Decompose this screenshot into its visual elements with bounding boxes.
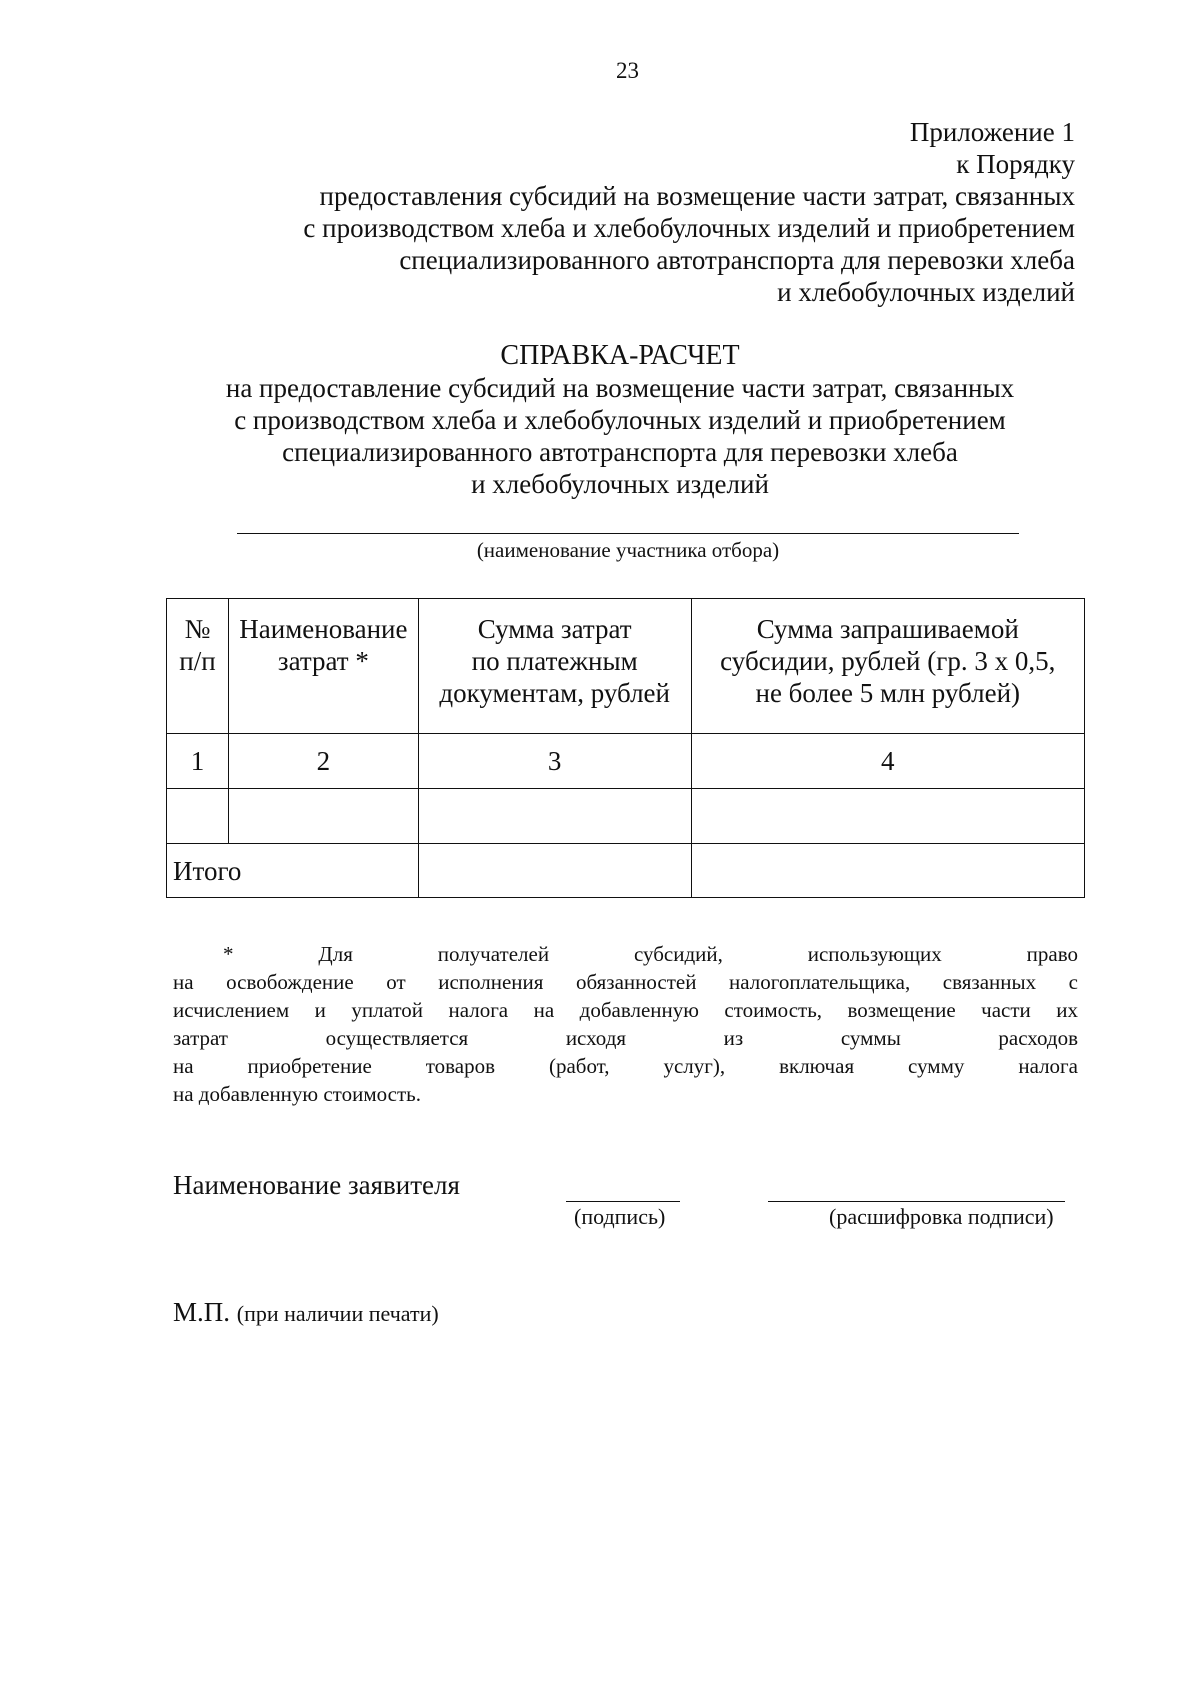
- footnote-line: затрат осуществляется исходя из суммы расходов: [173, 1026, 1078, 1050]
- footnote: [173, 940, 1078, 1108]
- header-cell-cost-sum: Сумма затрат по платежным документам, рублей: [418, 599, 691, 734]
- stamp-note: (при наличии печати): [236, 1301, 439, 1326]
- table-total-row: [167, 844, 1085, 898]
- header-cell-cost-name: Наименование затрат *: [228, 599, 418, 734]
- subtitle-line: специализированного автотранспорта для перевозки хлеба: [282, 437, 958, 467]
- document-title-block: [160, 340, 1080, 500]
- participant-name-line[interactable]: [237, 533, 1019, 534]
- applicant-label: Наименование заявителя: [173, 1170, 460, 1200]
- document-title: СПРАВКА-РАСЧЕТ: [500, 340, 740, 371]
- table-cell-empty[interactable]: [691, 789, 1084, 844]
- total-subsidy-cell[interactable]: [691, 844, 1084, 898]
- stamp-place: [173, 1297, 439, 1328]
- total-cost-cell[interactable]: [418, 844, 691, 898]
- signature-decode-line[interactable]: [768, 1201, 1065, 1202]
- footnote-line: * Для получателей субсидий, использующих право: [223, 942, 1078, 966]
- footnote-line: исчислением и уплатой налога на добавленную стоимость, возмещение части их: [173, 998, 1078, 1022]
- footnote-line: на приобретение товаров (работ, услуг), включая сумму налога: [173, 1054, 1078, 1078]
- appendix-line: специализированного автотранспорта для перевозки хлеба: [399, 245, 1075, 275]
- header-cell-number: № п/п: [167, 599, 229, 734]
- footnote-line: на освобождение от исполнения обязанностей налогоплательщика, связанных с: [173, 970, 1078, 994]
- appendix-line: предоставления субсидий на возмещение части затрат, связанных: [319, 181, 1075, 211]
- signature-caption: (подпись): [574, 1204, 666, 1229]
- table-header-row: [167, 599, 1085, 734]
- subtitle-line: и хлебобулочных изделий: [471, 469, 769, 499]
- appendix-header: [175, 116, 1075, 308]
- column-number-cell: 3: [418, 734, 691, 789]
- signature-decode-caption: (расшифровка подписи): [829, 1204, 1054, 1229]
- table-cell-empty[interactable]: [167, 789, 229, 844]
- table-cell-empty[interactable]: [228, 789, 418, 844]
- header-cell-subsidy-sum: Сумма запрашиваемой субсидии, рублей (гр. 3 х 0,5, не более 5 млн рублей): [691, 599, 1084, 734]
- subtitle-line: с производством хлеба и хлебобулочных изделий и приобретением: [234, 405, 1006, 435]
- appendix-line: Приложение 1: [909, 117, 1075, 147]
- page-number: 23: [616, 58, 639, 83]
- column-number-cell: 1: [167, 734, 229, 789]
- appendix-line: к Порядку: [956, 149, 1075, 179]
- table-row: [167, 789, 1085, 844]
- column-number-cell: 4: [691, 734, 1084, 789]
- subtitle-line: на предоставление субсидий на возмещение части затрат, связанных: [225, 373, 1015, 403]
- stamp-label: М.П.: [173, 1297, 231, 1327]
- column-number-cell: 2: [228, 734, 418, 789]
- signature-line[interactable]: [566, 1201, 680, 1202]
- calculation-table: [166, 598, 1085, 898]
- appendix-line: и хлебобулочных изделий: [777, 277, 1075, 307]
- total-label: Итого: [167, 844, 419, 898]
- appendix-line: с производством хлеба и хлебобулочных изделий и приобретением: [303, 213, 1075, 243]
- footnote-line: на добавленную стоимость.: [173, 1082, 421, 1106]
- table-column-numbers-row: [167, 734, 1085, 789]
- participant-caption: (наименование участника отбора): [476, 538, 780, 562]
- table-cell-empty[interactable]: [418, 789, 691, 844]
